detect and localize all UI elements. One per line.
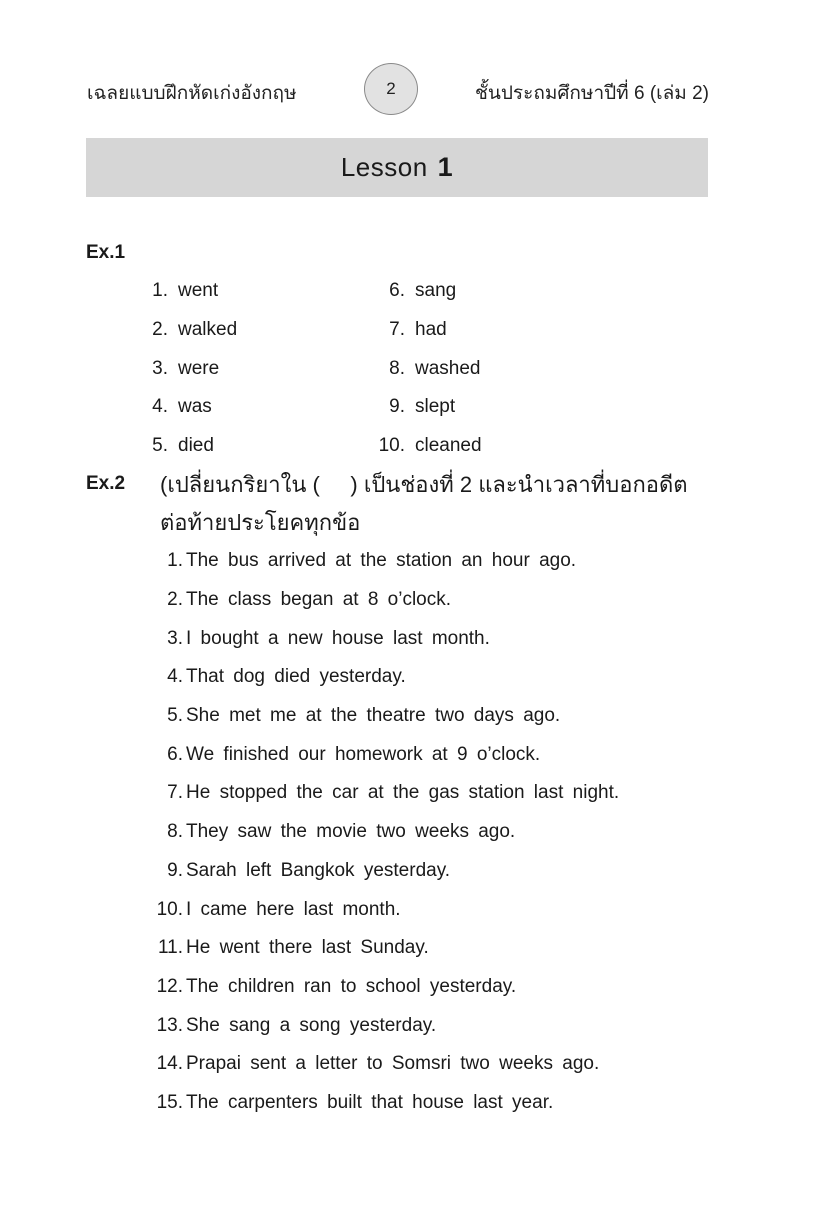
item-number: 1. — [152, 280, 168, 302]
answer-item — [140, 542, 619, 581]
instructions-line-1: (เปลี่ยนกริยาใน ( ) เป็นช่องที่ 2 และนำเวลาที่บอกอดีต — [160, 472, 688, 497]
item-text: walked — [178, 319, 238, 341]
item-text: I came here last month. — [186, 898, 401, 920]
grade-level-title: ชั้นประถมศึกษาปีที่ 6 (เล่ม 2) — [474, 83, 709, 104]
item-number: 3. — [167, 627, 183, 649]
item-text: had — [415, 319, 447, 341]
item-number: 8. — [167, 821, 183, 843]
lesson-label: Lesson — [340, 152, 428, 182]
item-text: The children ran to school yesterday. — [186, 975, 517, 997]
instructions-line-2: ต่อท้ายประโยคทุกข้อ — [160, 510, 361, 535]
answer-item — [140, 890, 619, 929]
item-text: The carpenters built that house last year. — [186, 1091, 554, 1113]
exercise-1-right-column — [370, 272, 482, 465]
answer-item — [140, 1045, 619, 1084]
page-number: 2 — [386, 79, 396, 98]
item-number: 9. — [389, 396, 405, 418]
item-number: 6. — [389, 280, 405, 302]
item-text: She sang a song yesterday. — [186, 1014, 437, 1036]
answer-item — [140, 349, 237, 388]
answer-item — [370, 349, 482, 388]
exercise-1-left-column — [140, 272, 237, 465]
item-text: Prapai sent a letter to Somsri two weeks ago. — [186, 1053, 600, 1075]
item-number: 6. — [167, 743, 183, 765]
answer-item — [370, 388, 482, 427]
item-text: cleaned — [415, 435, 482, 457]
answer-item — [140, 697, 619, 736]
item-number: 10. — [156, 898, 183, 920]
item-number: 1. — [167, 550, 183, 572]
item-text: Sarah left Bangkok yesterday. — [186, 859, 451, 881]
answer-item — [140, 968, 619, 1007]
answer-item — [370, 311, 482, 350]
answer-item — [140, 581, 619, 620]
answer-item — [140, 1006, 619, 1045]
item-text: died — [178, 435, 214, 457]
answer-item — [140, 311, 237, 350]
item-number: 8. — [389, 357, 405, 379]
item-number: 9. — [167, 859, 183, 881]
item-text: went — [178, 280, 219, 302]
item-number: 4. — [152, 396, 168, 418]
item-text: That dog died yesterday. — [186, 666, 406, 688]
item-text: I bought a new house last month. — [186, 627, 490, 649]
answer-item — [140, 427, 237, 466]
item-number: 7. — [167, 782, 183, 804]
answer-item — [140, 388, 237, 427]
item-text: She met me at the theatre two days ago. — [186, 705, 561, 727]
item-number: 3. — [152, 357, 168, 379]
lesson-number: 1 — [437, 152, 454, 182]
answer-item — [370, 427, 482, 466]
answer-item — [140, 619, 619, 658]
page-number-badge — [364, 63, 418, 115]
exercise-2-answer-list — [140, 542, 619, 1122]
item-number: 14. — [156, 1053, 183, 1075]
item-number: 15. — [156, 1091, 183, 1113]
item-text: washed — [415, 357, 481, 379]
item-text: The class began at 8 o’clock. — [186, 589, 452, 611]
answer-item — [140, 813, 619, 852]
item-number: 10. — [378, 435, 405, 457]
answer-item — [140, 929, 619, 968]
answer-item — [370, 272, 482, 311]
exercise-1-label: Ex.1 — [86, 242, 126, 263]
item-number: 5. — [167, 705, 183, 727]
item-text: slept — [415, 396, 456, 418]
item-number: 7. — [389, 319, 405, 341]
item-text: He stopped the car at the gas station last night. — [186, 782, 620, 804]
answer-item — [140, 658, 619, 697]
answer-item — [140, 852, 619, 891]
answer-item — [140, 272, 237, 311]
item-number: 5. — [152, 435, 168, 457]
item-number: 2. — [167, 589, 183, 611]
item-number: 12. — [156, 975, 183, 997]
item-number: 13. — [156, 1014, 183, 1036]
item-text: sang — [415, 280, 457, 302]
item-text: He went there last Sunday. — [186, 937, 429, 959]
item-number: 11. — [157, 937, 183, 959]
item-text: The bus arrived at the station an hour ago. — [186, 550, 577, 572]
item-number: 4. — [167, 666, 183, 688]
item-text: We finished our homework at 9 o’clock. — [186, 743, 541, 765]
item-text: They saw the movie two weeks ago. — [186, 821, 516, 843]
item-text: were — [178, 357, 220, 379]
answer-item — [140, 735, 619, 774]
item-text: was — [178, 396, 212, 418]
book-title: เฉลยแบบฝึกหัดเก่งอังกฤษ — [87, 83, 297, 104]
exercise-2-instructions — [160, 466, 720, 542]
item-number: 2. — [152, 319, 168, 341]
exercise-2-label: Ex.2 — [86, 473, 126, 494]
answer-item — [140, 1084, 619, 1123]
answer-item — [140, 774, 619, 813]
lesson-banner — [86, 138, 708, 197]
